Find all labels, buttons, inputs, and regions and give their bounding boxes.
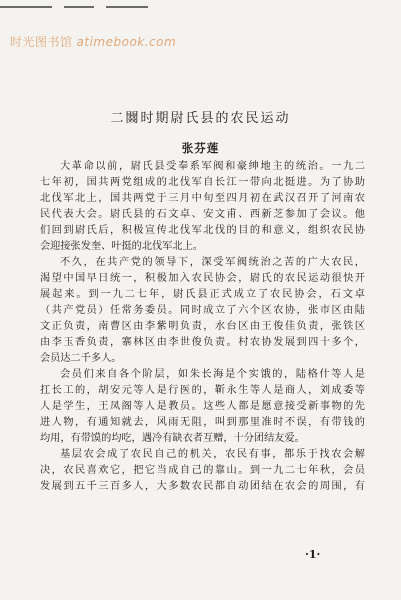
body-line: 基层农会成了农民自己的机关，农民有事，都乐于找农会解 [60,449,365,460]
body-line: 均用，有带馍的均吃，遇冷有缺衣者互赠，十分团结友爱。 [40,433,305,444]
body-line: 会员们来自各个阶层，如朱长海是个实饿的，陆格什等人是 [60,369,365,380]
watermark-site: 时光图书馆 [10,35,73,49]
body-line: 决，农民喜欢它，把它当成自己的靠山。到一九二七年秋，会员 [40,465,365,476]
article-body [40,159,365,495]
body-line: 由李玉香负责，寨林区由李世俊负责。村农协发展到四十多个， [40,337,365,348]
body-line: 不久，在共产党的领导下，深受军阀统治之苦的广大农民， [60,257,365,268]
body-line: 大革命以前，尉氏县受奉系军阀和豪绅地主的统治。一九二 [60,161,365,172]
body-line: 渴望中国早日统一，积极加入农民协会，尉氏的农民运动很快开 [40,273,365,284]
body-line: 们回到尉氏后，积极宣传北伐军北伐的目的和意义，组织农民协 [40,225,365,236]
body-line: 发展到五千三百多人，大多数农民都自动团结在农会的周围，有 [40,481,365,492]
page-number: ·1· [305,548,321,561]
watermark [10,33,176,50]
scan-edge-marks [0,0,401,14]
watermark-url: atimebook.com [76,35,177,49]
body-line: 文正负责，南曹区由李紫明负责，水台区由王俊佳负责，张铁区 [40,321,365,332]
body-line: 民代表大会。尉氏县的石文卓、安文甫、西新芝参加了会议。他 [40,209,365,220]
body-line: 扛长工的，胡安元等人是行医的，靳永生等人是商人，刘成委等 [40,385,365,396]
body-line: 人是学生，王凤阁等人是教员。这些人都是愿意接受新事物的先 [40,401,365,412]
body-line: 进人物，有通知就去，风雨无阻，叫到那里准时不误，有带钱的 [40,417,365,428]
body-line: 北伐军北上，国共两党于三月中旬至四月初在武汉召开了河南农 [40,193,365,204]
body-line: （共产党员）任常务委员。同时成立了六个区农协，张市区由陆 [40,305,365,316]
body-line: 会迎接张发奎、叶挺的北伐军北上。 [40,241,203,252]
article-author: 张芬莲 [181,141,220,155]
body-line: 展起来。到一九二七年，尉氏县正式成立了农民协会，石文卓 [40,289,365,300]
article-title: 二䦤时期尉氏县的农民运动 [110,111,291,126]
body-line: 七年初，国共两党组成的北伐军自长江一带向北挺进。为了协助 [40,177,365,188]
body-line: 会员达二千多人。 [40,353,122,364]
